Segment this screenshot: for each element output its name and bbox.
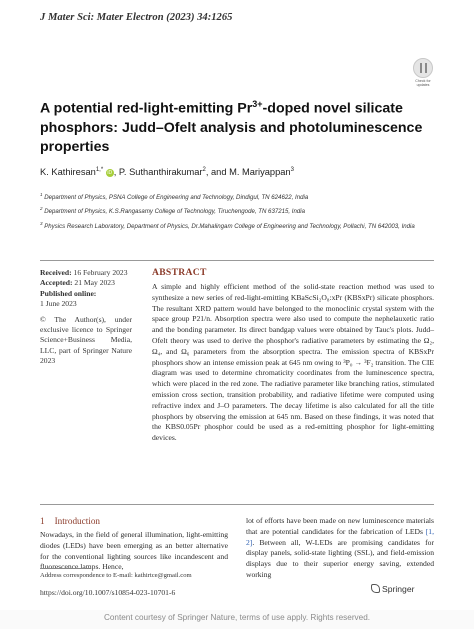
doi-link[interactable]: https://doi.org/10.1007/s10854-023-10701-6 xyxy=(40,588,176,597)
author-name[interactable]: , and M. Mariyappan xyxy=(205,167,291,178)
abstract-text: A simple and highly efficient method of the solid-state reaction method was used to synthesize a new series of red-light-emitting KBaScSi₂O₈:xPr (KBSxPr) silicate phosphors. The resultant XRD pattern would have belonged to the monoclinic crystal system with the space group P21/n. Absorption spectra were also used to compute the nephelauxetic ratio and the bonding parameter. Its direct bandgap values were obtained by Tauc's plots. Judd–Ofelt theory was used to derive the phosphor's radiative parameters by estimating the Ω₂, Ω₄, and Ω₆ parameters from the absorption spectra. The emission spectra of KBSxPr phosphors show an intense emission peak at 645 nm owing to ³P₀ → ³F₂ transition. The CIE diagram was used to determine chromaticity coordinates from the luminescence spectra, which were placed in the red zone. The radiative parameter like branching ratios, stimulated emission cross section, transition probability, and radiative lifetime were computed using refractive index and J–O parameters. The decay lifetime is also calculated for all the title phosphors by observing the emission at 645 nm. Based on these findings, it was noted that the KBS0.05Pr phosphor could be used as a red-emitting phosphor for light-emitting devices. xyxy=(152,282,434,443)
correspondence-footnote: Address correspondence to E-mail: kathirtce@gmail.com xyxy=(40,572,192,579)
affiliation-item: $^1$ Department of Physics, PSNA College of Engineering and Technology, Dindigul, TN 624622, India xyxy=(40,192,309,202)
abstract-heading: ABSTRACT xyxy=(152,267,207,278)
section-heading: 1 Introduction xyxy=(40,516,101,526)
springer-horse-icon xyxy=(371,584,380,593)
orcid-icon[interactable]: iD xyxy=(107,169,113,176)
footnote-divider xyxy=(40,568,90,569)
check-updates-icon xyxy=(413,58,433,78)
published-date: 1 June 2023 xyxy=(40,299,77,309)
author-list: K. Kathiresan$^{1,*}$ iD , P. Suthanthirakumar$^2$, and M. Mariyappan$^3$ xyxy=(40,167,294,178)
affiliation-item: $^3$ Physics Research Laboratory, Department of Physics, Dr.Mahalingam College of Engineering and Technology, Pollachi, TN 642003, India xyxy=(40,220,415,230)
journal-header: J Mater Sci: Mater Electron (2023) 34:1265 xyxy=(40,12,233,23)
author-name[interactable]: , P. Suthanthirakumar xyxy=(113,167,203,178)
intro-right-column: lot of efforts have been made on new luminescence materials that are potential candidates for the fabrication of LEDs [1, 2]. Between all, W-LEDs are promising candidates for display panels, solid-state lighting (SSL), and field-emission displays due to their superior energy saving, extended working xyxy=(246,516,434,579)
intro-left-column: Nowadays, in the field of general illumination, light-emitting diodes (LEDs) have been emerging as an better alternative for the conventional lighting sources like incandescent and fluorescence lamps. Hence, xyxy=(40,530,228,572)
check-updates-caption: Check for updates xyxy=(415,79,431,88)
affiliations xyxy=(40,190,440,233)
article-title: A potential red-light-emitting $Pr^{3+}$-doped novel silicate phosphors: Judd–Ofelt analysis and photoluminescence properties xyxy=(40,99,423,155)
received-date: Received: 16 February 2023 xyxy=(40,268,128,277)
divider xyxy=(40,260,434,261)
author-name[interactable]: K. Kathiresan xyxy=(40,167,96,178)
citation-link[interactable]: [1, 2] xyxy=(246,526,434,547)
publisher-logo: Springer xyxy=(371,584,414,594)
published-label: Published online: xyxy=(40,288,97,298)
license-notice: © The Author(s), under exclusive licence to Springer Science+Business Media, LLC, part of Springer Nature 2023 xyxy=(40,314,132,366)
article-history xyxy=(40,268,132,367)
check-for-updates-badge[interactable] xyxy=(410,58,436,87)
affiliation-item: $^2$ Department of Physics, K.S.Rangasamy College of Technology, Tiruchengode, TN 637215, India xyxy=(40,206,305,216)
divider xyxy=(40,504,434,505)
accepted-date: Accepted: 21 May 2023 xyxy=(40,278,115,288)
copyright-notice: Content courtesy of Springer Nature, terms of use apply. Rights reserved. xyxy=(103,613,371,622)
